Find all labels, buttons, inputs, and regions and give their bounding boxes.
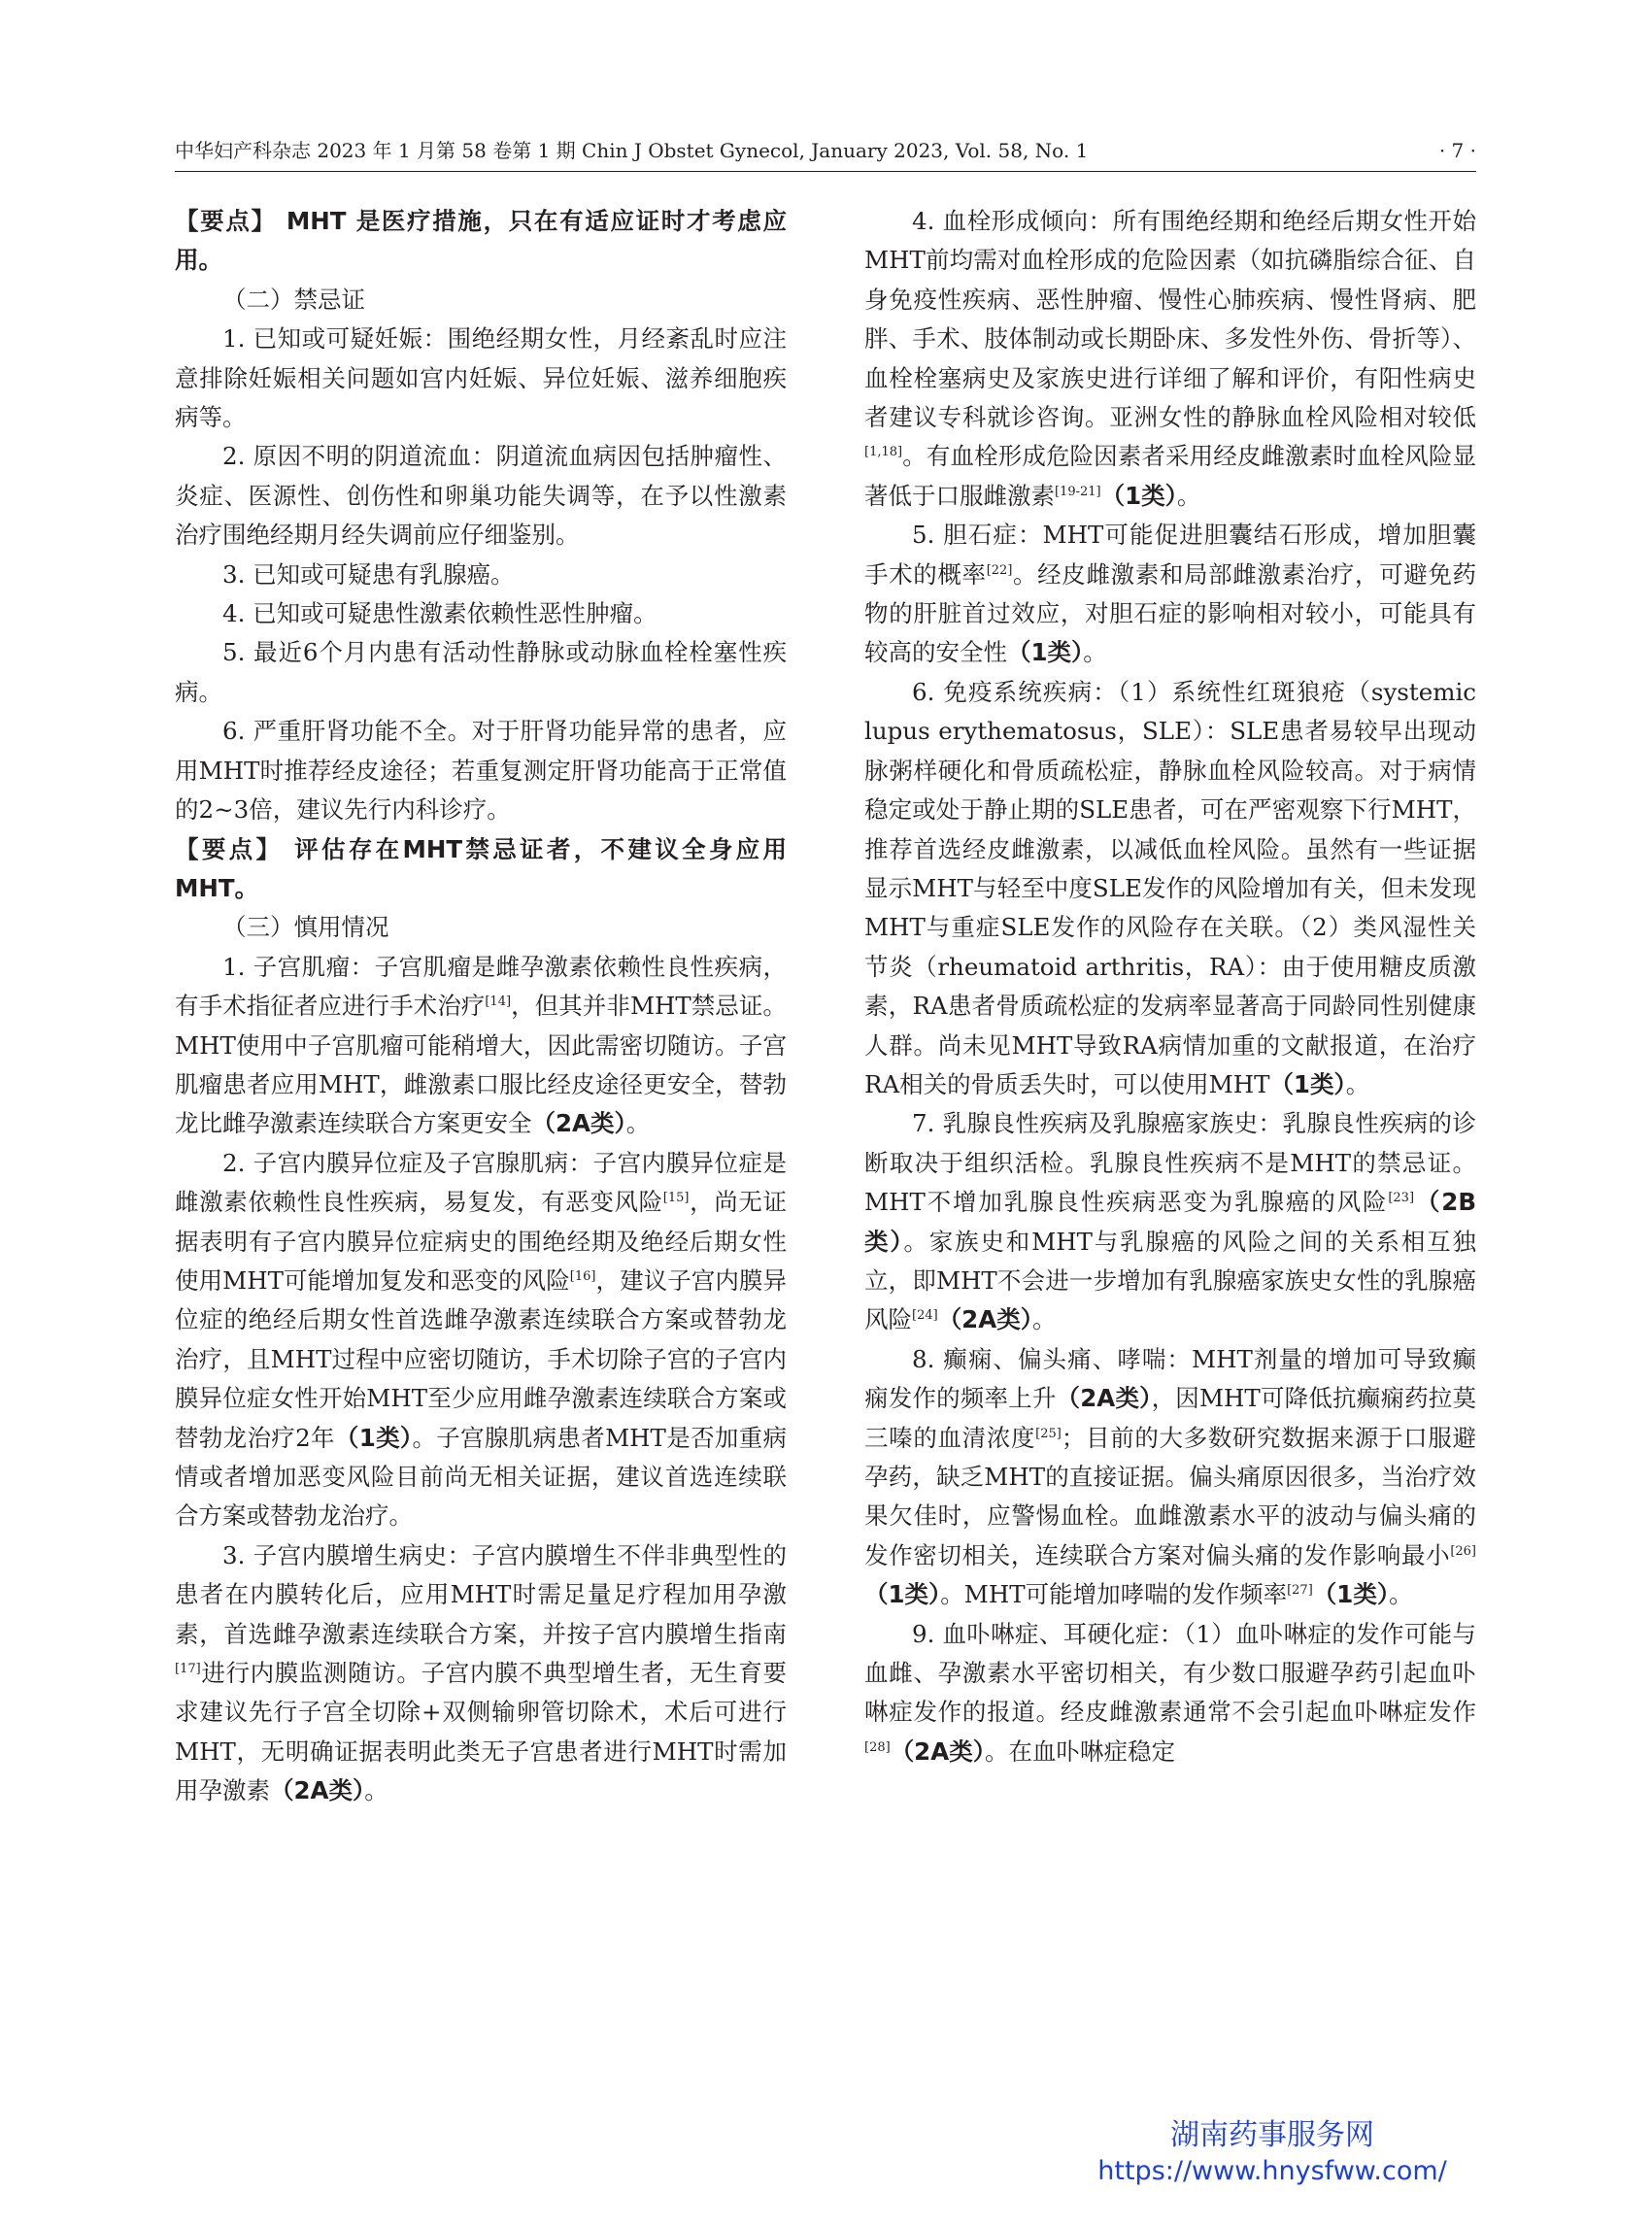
caution-1-text: ，但其并非MHT禁忌证。MHT使用中子宫肌瘤可能稍增大，因此需密切随访。子宫肌瘤患者应用MHT，雌激素口服比经皮途径更安全，替勃龙比雌孕激素连续联合方案更安全 bbox=[175, 992, 787, 1138]
section-heading-cautions: （三）慎用情况 bbox=[222, 913, 389, 942]
page-number: · 7 · bbox=[1438, 139, 1476, 162]
reference: [24] bbox=[912, 1308, 938, 1324]
journal-citation: 中华妇产科杂志 2023 年 1 月第 58 卷第 1 期 Chin J Obstet Gynecol, January 2023, Vol. 58, No. 1 bbox=[175, 139, 1089, 162]
caution-8-text: ；目前的大多数研究数据来源于口服避孕药，缺乏MHT的直接证据。偏头痛原因很多，当治疗效果欠佳时，应警惕血栓。血雌激素水平的波动与偏头痛的发作密切相关，连续联合方案对偏头痛的发作影响最小 bbox=[864, 1423, 1477, 1569]
punct: 。 bbox=[1345, 1069, 1370, 1098]
caution-6 bbox=[864, 673, 1476, 1104]
caution-2 bbox=[175, 1144, 787, 1536]
caution-2-text: ，建议子宫内膜异位症的绝经后期女性首选雌孕激素连续联合方案或替勃龙治疗，且MHT过程中应密切随访，手术切除子宫的子宫内膜异位症女性开始MHT至少应用雌孕激素连续联合方案或替勃龙治疗2年 bbox=[175, 1265, 787, 1452]
reference: [14] bbox=[485, 994, 512, 1009]
caution-9-text: 9. 血卟啉症、耳硬化症：（1）血卟啉症的发作可能与血雌、孕激素水平密切相关，有少数口服避孕药引起血卟啉症发作的报道。经皮雌激素通常不会引起血卟啉症发作 bbox=[864, 1619, 1476, 1727]
reference: [17] bbox=[175, 1661, 201, 1676]
left-column bbox=[175, 202, 787, 1811]
evidence-grade: （2A类） bbox=[270, 1776, 365, 1805]
contraindication-5: 5. 最近6个月内患有活动性静脉或动脉血栓栓塞性疾病。 bbox=[175, 638, 787, 706]
evidence-grade: （1类） bbox=[864, 1580, 941, 1609]
reference: [22] bbox=[986, 562, 1013, 578]
caution-6-text: 6. 免疫系统疾病：（1）系统性红斑狼疮（systemic lupus erythematosus，SLE）：SLE患者易较早出现动脉粥样硬化和骨质疏松症，静脉血栓风险较高。对于病情稳定或处于静止期的SLE患者，可在严密观察下行MHT，推荐首选经皮雌激素，以减低血栓风险。虽然有一些证据显示MHT与轻至中度SLE发作的风险增加有关，但未发现MHT与重症SLE发作的风险存在关联。（2）类风湿性关节炎（rheumatoid arthritis，RA）：由于使用糖皮质激素，RA患者骨质疏松症的发病率显著高于同龄同性别健康人群。尚未见MHT导致RA病情加重的文献报道，在治疗RA相关的骨质丢失时，可以使用MHT bbox=[864, 677, 1476, 1098]
watermark bbox=[1068, 2117, 1476, 2189]
evidence-grade: （1类） bbox=[1312, 1580, 1390, 1609]
contraindication-2: 2. 原因不明的阴道流血：阴道流血病因包括肿瘤性、炎症、医源性、创伤性和卵巢功能失调等，在予以性激素治疗围绝经期月经失调前应仔细鉴别。 bbox=[175, 442, 787, 550]
caution-7 bbox=[864, 1104, 1476, 1339]
caution-3 bbox=[175, 1536, 787, 1811]
reference: [16] bbox=[569, 1268, 596, 1284]
evidence-grade: （2B类） bbox=[864, 1188, 1476, 1256]
header-rule bbox=[175, 171, 1476, 172]
punct: 。 bbox=[1389, 1580, 1413, 1609]
contraindication-6: 6. 严重肝肾功能不全。对于肝肾功能异常的患者，应用MHT时推荐经皮途径；若重复测定肝肾功能高于正常值的2~3倍，建议先行内科诊疗。 bbox=[175, 717, 787, 825]
section-heading-contraindications: （二）禁忌证 bbox=[222, 285, 365, 314]
reference: [15] bbox=[662, 1191, 690, 1205]
reference: [19-21] bbox=[1055, 484, 1101, 499]
punct: 。 bbox=[1083, 638, 1107, 667]
caution-7-text: 7. 乳腺良性疾病及乳腺癌家族史：乳腺良性疾病的诊断取决于组织活检。乳腺良性疾病不是MHT的禁忌证。MHT不增加乳腺良性疾病恶变为乳腺癌的风险 bbox=[864, 1109, 1476, 1217]
caution-9-text: 。在血卟啉症稳定 bbox=[984, 1736, 1175, 1766]
reference: [28] bbox=[864, 1739, 891, 1755]
caution-2-text: 。子宫腺肌病患者MHT是否加重病情或者增加恶变风险目前尚无相关证据，建议首选连续联合方案或替勃龙治疗。 bbox=[175, 1423, 788, 1531]
caution-7-text: 。家族史和MHT与乳腺癌的风险之间的关系相互独立，即MHT不会进一步增加有乳腺癌家族史女性的乳腺癌风险 bbox=[864, 1227, 1477, 1334]
reference: [1,18] bbox=[864, 445, 903, 460]
punct: 。 bbox=[625, 1109, 651, 1138]
contraindication-4: 4. 已知或可疑患性激素依赖性恶性肿瘤。 bbox=[222, 599, 657, 628]
evidence-grade: （1类） bbox=[1269, 1069, 1346, 1098]
caution-2-text: ，尚无证据表明有子宫内膜异位症病史的围绝经期及绝经后期女性使用MHT可能增加复发和恶变的风险 bbox=[175, 1188, 788, 1295]
caution-1 bbox=[175, 948, 787, 1144]
reference: [26] bbox=[1450, 1543, 1476, 1559]
caution-2-text: 2. 子宫内膜异位症及子宫腺肌病：子宫内膜异位症是雌激素依赖性良性疾病，易复发，有恶变风险 bbox=[175, 1148, 787, 1217]
caution-3-text: 3. 子宫内膜增生病史：子宫内膜增生不伴非典型性的患者在内膜转化后，应用MHT时需足量足疗程加用孕激素，首选雌孕激素连续联合方案，并按子宫内膜增生指南 bbox=[175, 1540, 787, 1648]
running-header bbox=[175, 131, 1476, 170]
caution-4-text: 4. 血栓形成倾向：所有围绝经期和绝经后期女性开始MHT前均需对血栓形成的危险因素（如抗磷脂综合征、自身免疫性疾病、恶性肿瘤、慢性心肺疾病、慢性肾病、肥胖、手术、肢体制动或长期卧床、多发性外伤、骨折等）、血栓栓塞病史及家族史进行详细了解和评价，有阳性病史者建议专科就诊咨询。亚洲女性的静脉血栓风险相对较低 bbox=[864, 207, 1476, 432]
reference: [25] bbox=[1035, 1426, 1062, 1441]
reference: [23] bbox=[1388, 1191, 1415, 1205]
watermark-url[interactable]: https://www.hnysfww.com/ bbox=[1097, 2156, 1447, 2186]
caution-8 bbox=[864, 1340, 1476, 1615]
contraindication-3: 3. 已知或可疑患有乳腺癌。 bbox=[222, 559, 515, 589]
caution-5-text: 。经皮雌激素和局部雌激素治疗，可避免药物的肝脏首过效应，对胆石症的影响相对较小，可能具有较高的安全性 bbox=[864, 559, 1477, 667]
evidence-grade: （1类） bbox=[334, 1423, 413, 1452]
caution-4-text: 。有血栓形成危险因素者采用经皮雌激素时血栓风险显著低于口服雌激素 bbox=[864, 442, 1476, 510]
punct: 。 bbox=[1031, 1305, 1057, 1334]
evidence-grade: （1类） bbox=[1007, 638, 1084, 667]
caution-9 bbox=[864, 1615, 1476, 1772]
caution-8-text: 。MHT可能增加哮喘的发作频率 bbox=[940, 1580, 1288, 1609]
caution-5 bbox=[864, 516, 1476, 673]
punct: 。 bbox=[1176, 481, 1201, 510]
evidence-grade: （2A类） bbox=[937, 1305, 1032, 1334]
punct: 。 bbox=[364, 1776, 388, 1805]
reference: [27] bbox=[1287, 1583, 1313, 1599]
caution-5-text: 5. 胆石症：MHT可能促进胆囊结石形成，增加胆囊手术的概率 bbox=[864, 521, 1476, 589]
caution-3-text: 进行内膜监测随访。子宫内膜不典型增生者，无生育要求建议先行子宫全切除+双侧输卵管切除术，术后可进行MHT，无明确证据表明此类无子宫患者进行MHT时需加用孕激素 bbox=[175, 1659, 787, 1805]
evidence-grade: （2A类） bbox=[890, 1736, 985, 1766]
caution-8-text: 8. 癫痫、偏头痛、哮喘：MHT剂量的增加可导致癫痫发作的频率上升 bbox=[864, 1344, 1476, 1413]
watermark-name: 湖南药事服务网 bbox=[1170, 2118, 1374, 2152]
evidence-grade: （2A类） bbox=[531, 1109, 626, 1138]
caution-1-text: 1. 子宫肌瘤：子宫肌瘤是雌孕激素依赖性良性疾病，有手术指征者应进行手术治疗 bbox=[175, 952, 787, 1021]
key-point-1: 【要点】 MHT 是医疗措施，只在有适应证时才考虑应用。 bbox=[175, 207, 787, 275]
caution-8-text: ，因MHT可降低抗癫痫药拉莫三嗪的血清浓度 bbox=[864, 1384, 1476, 1452]
contraindication-1: 1. 已知或可疑妊娠：围绝经期女性，月经紊乱时应注意排除妊娠相关问题如宫内妊娠、异位妊娠、滋养细胞疾病等。 bbox=[175, 324, 787, 432]
evidence-grade: （1类） bbox=[1100, 481, 1177, 510]
key-point-2: 【要点】 评估存在MHT禁忌证者，不建议全身应用MHT。 bbox=[175, 834, 787, 902]
evidence-grade: （2A类） bbox=[1056, 1384, 1152, 1413]
right-column bbox=[864, 202, 1476, 1771]
caution-4 bbox=[864, 202, 1476, 516]
